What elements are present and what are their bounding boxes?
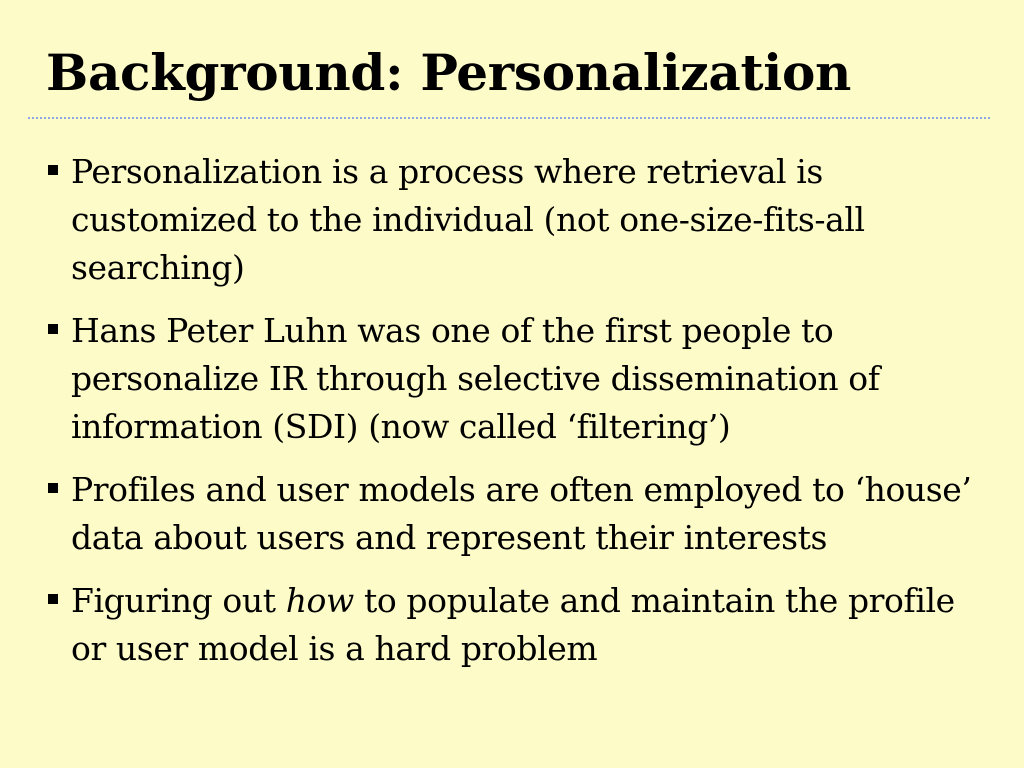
- slide-title: Background: Personalization: [46, 43, 852, 102]
- square-bullet-icon: [48, 165, 58, 175]
- bullet-item: [46, 307, 986, 451]
- bullet-text-emphasis: how: [285, 581, 354, 620]
- bullet-text: Profiles and user models are often employed to ‘house’ data about users and represent their interests: [71, 470, 972, 557]
- square-bullet-icon: [48, 324, 58, 334]
- title-divider: [28, 117, 990, 119]
- bullet-item: [46, 466, 986, 562]
- bullet-text-tail: to populate and maintain the profile or user model is a hard problem: [71, 581, 955, 668]
- bullet-item: [46, 148, 986, 292]
- bullet-text: Personalization is a process where retrieval is customized to the individual (not one-size-fits-all searching): [71, 152, 865, 287]
- bullet-text-lead: Figuring out: [71, 581, 286, 620]
- bullet-item: [46, 577, 986, 673]
- bullet-list: [46, 148, 986, 688]
- square-bullet-icon: [48, 483, 58, 493]
- bullet-text: Hans Peter Luhn was one of the first people to personalize IR through selective dissemination of information (SDI) (now called ‘filtering’): [71, 311, 880, 446]
- bullet-text: [71, 581, 955, 668]
- square-bullet-icon: [48, 594, 58, 604]
